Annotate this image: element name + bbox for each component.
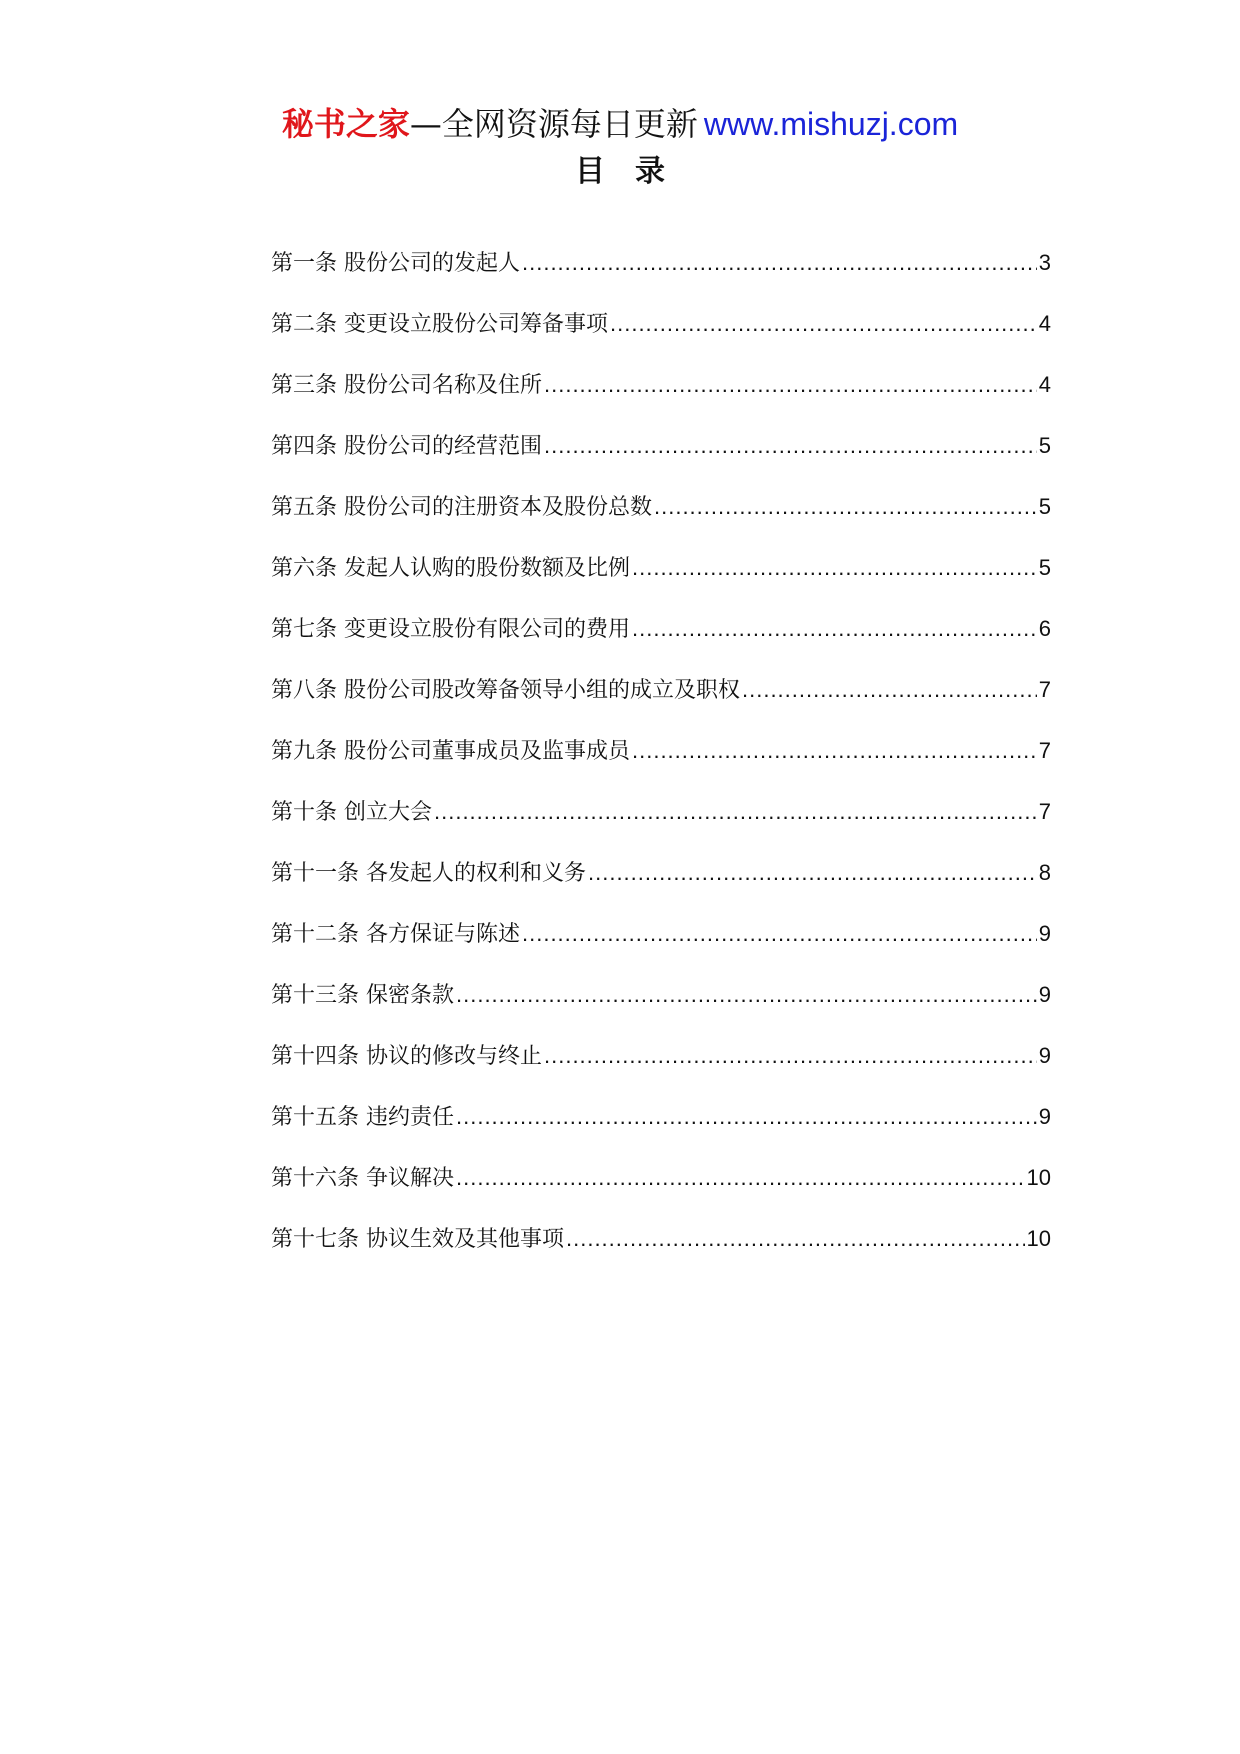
toc-dot-leader [742, 675, 1037, 705]
toc-entry-text: 第十条 创立大会 [271, 800, 432, 825]
site-url-link[interactable]: www.mishuzj.com [703, 106, 959, 142]
toc-page-number: 9 [1038, 921, 1051, 946]
toc-entry-text: 第十六条 争议解决 [271, 1166, 454, 1191]
toc-dot-leader [544, 370, 1037, 400]
toc-entry-8[interactable] [271, 675, 1051, 736]
header-tagline: —全网资源每日更新 [409, 105, 698, 143]
toc-dot-leader [654, 492, 1037, 522]
toc-entry-text: 第十七条 协议生效及其他事项 [271, 1227, 564, 1252]
toc-entry-14[interactable] [271, 1041, 1051, 1102]
toc-dot-leader [456, 1163, 1025, 1193]
toc-page-number: 7 [1038, 799, 1051, 824]
toc-dot-leader [456, 1102, 1037, 1132]
toc-entry-1[interactable] [271, 248, 1051, 309]
toc-entry-text: 第一条 股份公司的发起人 [271, 251, 520, 276]
toc-page-number: 9 [1038, 1104, 1051, 1129]
toc-page-number: 9 [1038, 1043, 1051, 1068]
toc-entry-text: 第九条 股份公司董事成员及监事成员 [271, 739, 630, 764]
toc-entry-9[interactable] [271, 736, 1051, 797]
toc-page-number: 4 [1038, 311, 1051, 336]
toc-entry-15[interactable] [271, 1102, 1051, 1163]
toc-entry-text: 第八条 股份公司股改筹备领导小组的成立及职权 [271, 678, 740, 703]
brand-name: 秘书之家 [281, 105, 410, 143]
toc-entry-4[interactable] [271, 431, 1051, 492]
toc-entry-13[interactable] [271, 980, 1051, 1041]
toc-entry-text: 第十一条 各发起人的权利和义务 [271, 861, 586, 886]
toc-page-number: 5 [1038, 494, 1051, 519]
toc-page-number: 7 [1038, 738, 1051, 763]
toc-dot-leader [544, 1041, 1037, 1071]
toc-dot-leader [522, 919, 1037, 949]
toc-entry-text: 第十五条 违约责任 [271, 1105, 454, 1130]
toc-page-number: 5 [1038, 433, 1051, 458]
toc-page-number: 10 [1026, 1165, 1051, 1190]
toc-page-number: 7 [1038, 677, 1051, 702]
toc-entry-10[interactable] [271, 797, 1051, 858]
toc-entry-text: 第十二条 各方保证与陈述 [271, 922, 520, 947]
toc-dot-leader [632, 614, 1037, 644]
toc-dot-leader [522, 248, 1037, 278]
toc-entry-text: 第五条 股份公司的注册资本及股份总数 [271, 495, 652, 520]
toc-dot-leader [588, 858, 1037, 888]
toc-page-number: 8 [1038, 860, 1051, 885]
toc-dot-leader [544, 431, 1037, 461]
toc-entry-5[interactable] [271, 492, 1051, 553]
toc-entry-11[interactable] [271, 858, 1051, 919]
toc-entry-text: 第三条 股份公司名称及住所 [271, 373, 542, 398]
toc-dot-leader [610, 309, 1037, 339]
toc-entry-text: 第十四条 协议的修改与终止 [271, 1044, 542, 1069]
site-header [0, 100, 1240, 148]
toc-title: 目录 [575, 154, 695, 189]
toc-entry-12[interactable] [271, 919, 1051, 980]
toc-page-number: 9 [1038, 982, 1051, 1007]
toc-entry-2[interactable] [271, 309, 1051, 370]
toc-entry-text: 第十三条 保密条款 [271, 983, 454, 1008]
toc-entry-16[interactable] [271, 1163, 1051, 1224]
toc-page-number: 10 [1026, 1226, 1051, 1251]
toc-dot-leader [632, 553, 1037, 583]
toc-page-number: 6 [1038, 616, 1051, 641]
toc-entry-6[interactable] [271, 553, 1051, 614]
toc-entry-text: 第七条 变更设立股份有限公司的费用 [271, 617, 630, 642]
toc-page-number: 3 [1038, 250, 1051, 275]
table-of-contents [271, 248, 1051, 1285]
toc-entry-text: 第四条 股份公司的经营范围 [271, 434, 542, 459]
toc-page-number: 4 [1038, 372, 1051, 397]
toc-dot-leader [434, 797, 1037, 827]
toc-entry-3[interactable] [271, 370, 1051, 431]
toc-dot-leader [632, 736, 1037, 766]
toc-entry-text: 第六条 发起人认购的股份数额及比例 [271, 556, 630, 581]
toc-dot-leader [566, 1224, 1025, 1254]
toc-entry-7[interactable] [271, 614, 1051, 675]
toc-entry-text: 第二条 变更设立股份公司筹备事项 [271, 312, 608, 337]
toc-dot-leader [456, 980, 1037, 1010]
toc-entry-17[interactable] [271, 1224, 1051, 1285]
toc-page-number: 5 [1038, 555, 1051, 580]
